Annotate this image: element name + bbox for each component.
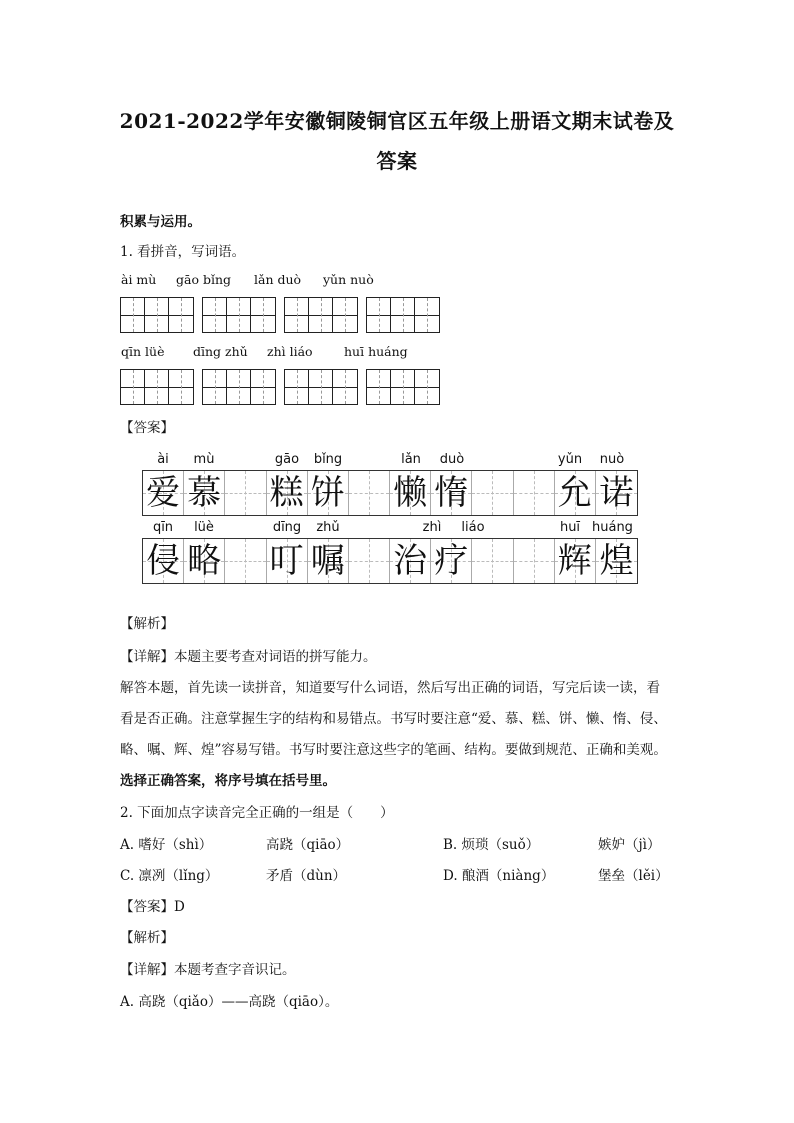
analysis-label: 【解析】 [120, 616, 174, 632]
answer-pinyin: ài [157, 452, 169, 467]
write-box[interactable] [366, 369, 440, 405]
answer-pinyin: bǐng [313, 452, 343, 467]
q2-option-d2: 堡垒（lěi） [598, 868, 669, 884]
pinyin: huī huáng [344, 344, 408, 359]
q2-prompt: 2. 下面加点字读音完全正确的一组是（ ） [120, 805, 394, 821]
write-box[interactable] [202, 297, 276, 333]
q1-para1: 解答本题，首先读一读拼音，知道要写什么词语，然后写出正确的词语，写完后读一读，看 [120, 680, 660, 696]
answer-pinyin: mù [193, 452, 215, 467]
answer-char: 诺 [599, 473, 634, 513]
q2-option-c1: C. 凛冽（lǐng） [120, 868, 219, 884]
q1-para3: 略、嘱、辉、煌”容易写错。书写时要注意这些字的笔画、结构。要做到规范、正确和美观。 [120, 742, 667, 758]
answer-pinyin: zhì [422, 520, 442, 535]
answer-char: 懒 [393, 473, 428, 513]
answer-char: 嘱 [310, 541, 345, 581]
q1-para2: 看是否正确。注意掌握生字的结构和易错点。书写时要注意“爱、慕、糕、饼、懒、惰、侵、 [120, 711, 667, 727]
q2-option-b2: 嫉妒（jì） [598, 837, 661, 853]
answer-pinyin: gāo [274, 452, 300, 467]
write-box[interactable] [366, 297, 440, 333]
answer-label: 【答案】 [120, 420, 174, 436]
answer-pinyin: huáng [592, 520, 633, 535]
answer-pinyin: huī [559, 520, 581, 535]
answer-pinyin-row [142, 520, 638, 538]
q2-analysis-label: 【解析】 [120, 930, 174, 946]
pinyin: gāo bǐng [176, 272, 232, 287]
q2-option-b1: B. 烦琐（suǒ） [443, 837, 540, 853]
q2-line-a: A. 高跷（qiǎo）——高跷（qiāo）。 [120, 994, 339, 1010]
page-title-line1: 2021-2022学年安徽铜陵铜官区五年级上册语文期末试卷及 [119, 109, 675, 133]
answer-char: 侵 [146, 541, 181, 581]
pinyin: yǔn nuò [323, 272, 374, 287]
q2-detail: 【详解】本题考查字音识记。 [120, 962, 296, 978]
write-box[interactable] [120, 297, 194, 333]
answer-pinyin: duò [439, 452, 465, 467]
answer-char-grid [142, 538, 638, 584]
q1-pinyin-row1 [0, 272, 794, 290]
answer-char-grid [142, 470, 638, 516]
write-box[interactable] [284, 297, 358, 333]
answer-char: 慕 [187, 473, 222, 513]
answer-pinyin: yǔn [557, 452, 583, 467]
answer-char: 疗 [434, 541, 469, 581]
answer-char: 允 [557, 473, 592, 513]
answer-char: 惰 [434, 473, 469, 513]
q1-pinyin-row2 [0, 344, 794, 362]
answer-char: 辉 [557, 541, 592, 581]
q2-option-a1: A. 嗜好（shì） [120, 837, 213, 853]
q2-option-a2: 高跷（qiāo） [266, 837, 350, 853]
answer-pinyin: nuò [599, 452, 625, 467]
answer-char: 饼 [310, 473, 345, 513]
page-title-line2: 答案 [376, 149, 418, 173]
section-heading-1: 积累与运用。 [120, 214, 201, 230]
q2-option-d1: D. 酿酒（niàng） [443, 868, 555, 884]
pinyin: qīn lüè [121, 344, 165, 359]
answer-char: 治 [393, 541, 428, 581]
q1-prompt: 1. 看拼音，写词语。 [120, 244, 246, 260]
answer-char: 略 [187, 541, 222, 581]
pinyin: ài mù [121, 272, 157, 287]
answer-char: 糕 [269, 473, 304, 513]
pinyin: dīng zhǔ [193, 344, 248, 359]
answer-pinyin-row [142, 452, 638, 470]
q2-option-c2: 矛盾（dùn） [266, 868, 347, 884]
write-box[interactable] [202, 369, 276, 405]
write-box[interactable] [284, 369, 358, 405]
answer-char: 爱 [146, 473, 181, 513]
answer-char: 叮 [269, 541, 304, 581]
answer-pinyin: dīng [272, 520, 302, 535]
write-box[interactable] [120, 369, 194, 405]
answer-pinyin: lüè [194, 520, 214, 535]
answer-pinyin: zhǔ [316, 520, 340, 535]
answer-pinyin: liáo [461, 520, 485, 535]
pinyin: zhì liáo [267, 344, 313, 359]
q2-answer: 【答案】D [120, 899, 185, 915]
answer-pinyin: qīn [152, 520, 174, 535]
answer-char: 煌 [599, 541, 634, 581]
q1-detail: 【详解】本题主要考查对词语的拼写能力。 [120, 649, 377, 665]
pinyin: lǎn duò [254, 272, 302, 287]
section-heading-2: 选择正确答案，将序号填在括号里。 [120, 773, 336, 789]
answer-pinyin: lǎn [401, 452, 421, 467]
